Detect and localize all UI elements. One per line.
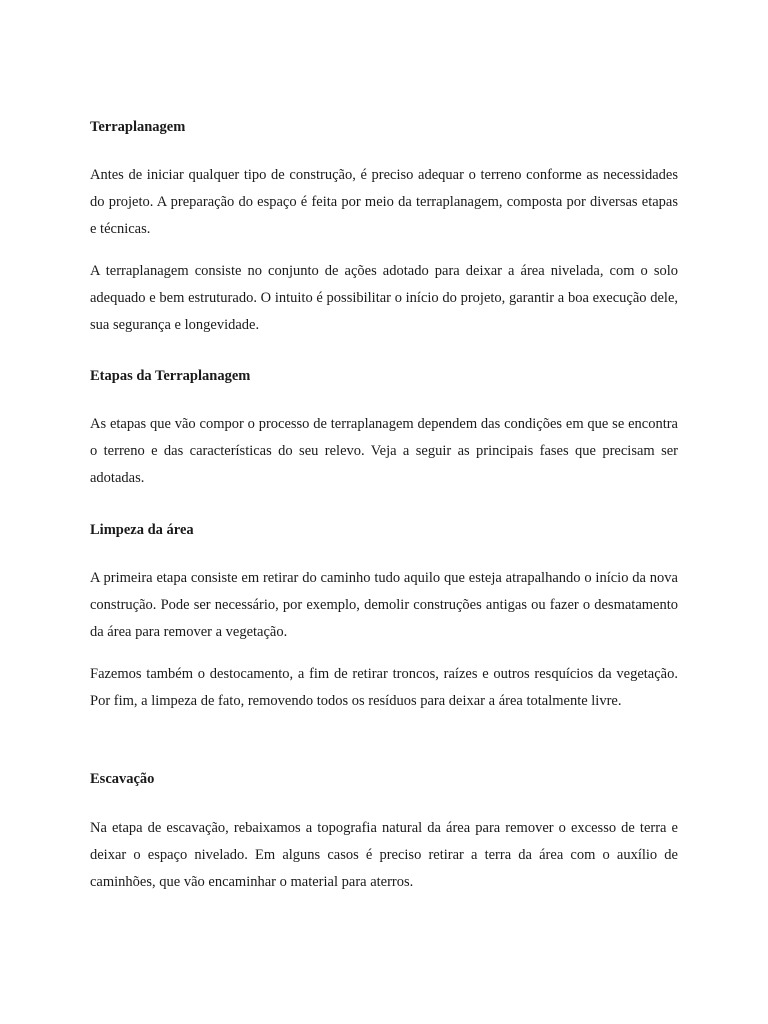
section-heading-etapas: Etapas da Terraplanagem — [90, 368, 251, 384]
paragraph: Na etapa de escavação, rebaixamos a topografia natural da área para remover o excesso de terra e deixar o espaço nivelado. Em alguns casos é preciso retirar a terra da área com o auxílio de caminhões, que vão encaminhar o material para aterros. — [90, 820, 678, 890]
paragraph: Fazemos também o destocamento, a fim de retirar troncos, raízes e outros resquícios da vegetação. Por fim, a limpeza de fato, removendo todos os resíduos para deixar a área totalmente livre. — [90, 666, 678, 709]
section-heading-limpeza: Limpeza da área — [90, 522, 194, 538]
section-heading-escavacao: Escavação — [90, 771, 155, 787]
paragraph: Antes de iniciar qualquer tipo de construção, é preciso adequar o terreno conforme as necessidades do projeto. A preparação do espaço é feita por meio da terraplanagem, composta por diversas etapas e técnicas. — [90, 167, 678, 237]
paragraph: A primeira etapa consiste em retirar do caminho tudo aquilo que esteja atrapalhando o início da nova construção. Pode ser necessário, por exemplo, demolir construções antigas ou fazer o desmatamento da área para remover a vegetação. — [90, 570, 678, 640]
section-heading-terraplanagem: Terraplanagem — [90, 119, 186, 135]
paragraph: As etapas que vão compor o processo de terraplanagem dependem das condições em que se encontra o terreno e das características do seu relevo. Veja a seguir as principais fases que precisam ser adotadas. — [90, 416, 678, 486]
paragraph: A terraplanagem consiste no conjunto de ações adotado para deixar a área nivelada, com o solo adequado e bem estruturado. O intuito é possibilitar o início do projeto, garantir a boa execução dele, sua segurança e longevidade. — [90, 263, 678, 333]
